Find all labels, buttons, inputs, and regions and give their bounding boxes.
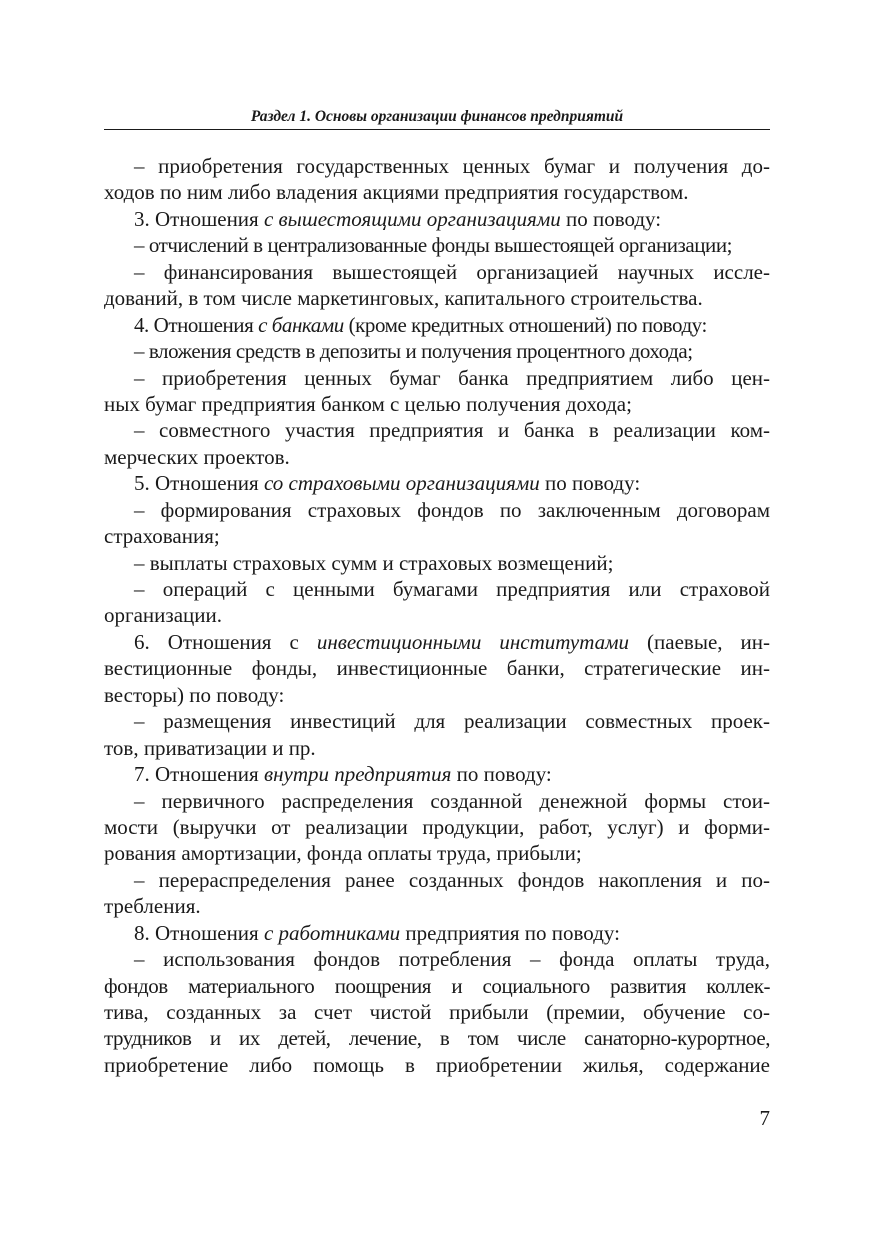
emphasis: с банками	[258, 312, 344, 337]
text-line: вестиционные фонды, инвестиционные банки, стратегические ин-	[104, 656, 770, 681]
text-line: – первичного распределения созданной денежной формы стои-	[134, 788, 770, 813]
text-line: тива, созданных за счет чистой прибыли (премии, обучение со-	[104, 1000, 770, 1024]
text-line: – приобретения ценных бумаг банка предприятием либо цен-	[134, 365, 770, 390]
text-line: 5. Отношения со страховыми организациями по поводу:	[134, 471, 641, 496]
text-line: – отчислений в централизованные фонды вышестоящей организации;	[134, 233, 733, 258]
body-text	[104, 153, 770, 1078]
text-line: 7. Отношения внутри предприятия по поводу:	[134, 762, 552, 787]
text-line: ходов по ним либо владения акциями предприятия государством.	[104, 180, 689, 205]
text-line: 4. Отношения с банками (кроме кредитных отношений) по поводу:	[134, 312, 707, 337]
text-line: – размещения инвестиций для реализации совместных проек-	[134, 709, 770, 734]
running-header-title: Раздел 1. Основы организации финансов предприятий	[250, 108, 624, 125]
text-line: – перераспределения ранее созданных фондов накопления и по-	[134, 867, 770, 892]
text-line: организации.	[104, 603, 222, 628]
text-line: – финансирования вышестоящей организацией научных иссле-	[134, 259, 770, 284]
text-line: весторы) по поводу:	[104, 682, 285, 707]
text-line: 6. Отношения с инвестиционными институтами (паевые, ин-	[134, 629, 770, 654]
text-line: дований, в том числе маркетинговых, капитального строительства.	[104, 286, 703, 311]
text-line: – совместного участия предприятия и банка в реализации ком-	[134, 418, 770, 443]
text-line: – вложения средств в депозиты и получения процентного дохода;	[134, 339, 693, 364]
text-line: – выплаты страховых сумм и страховых возмещений;	[134, 550, 614, 575]
emphasis: инвестиционными институтами	[316, 629, 630, 654]
header-rule	[104, 129, 770, 130]
emphasis: с вышестоящими организациями	[263, 206, 561, 231]
text-line: трудников и их детей, лечение, в том числе санаторно-курортное,	[104, 1026, 770, 1051]
text-line: – формирования страховых фондов по заключенным договорам	[134, 497, 770, 522]
text-line: – операций с ценными бумагами предприятия или страховой	[134, 577, 770, 601]
text-line: приобретение либо помощь в приобретении жилья, содержание	[104, 1052, 770, 1077]
text-line: ных бумаг предприятия банком с целью получения дохода;	[104, 391, 632, 416]
text-line: – приобретения государственных ценных бумаг и получения до-	[134, 154, 770, 178]
emphasis: внутри предприятия	[263, 762, 452, 787]
text-line: требления.	[104, 894, 201, 919]
text-line: мерческих проектов.	[104, 444, 290, 469]
text-line: 3. Отношения с вышестоящими организациями по поводу:	[134, 206, 662, 231]
text-line: мости (выручки от реализации продукции, работ, услуг) и форми-	[104, 814, 770, 839]
text-line: тов, приватизации и пр.	[104, 735, 316, 760]
text-line: 8. Отношения с работниками предприятия по поводу:	[134, 920, 620, 945]
emphasis: с работниками	[263, 920, 401, 945]
text-line: рования амортизации, фонда оплаты труда, прибыли;	[104, 841, 582, 866]
text-line: – использования фондов потребления – фонда оплаты труда,	[134, 947, 770, 972]
text-line: страхования;	[104, 524, 220, 549]
emphasis: со страховыми организациями	[263, 471, 540, 496]
text-line: фондов материального поощрения и социального развития коллек-	[104, 973, 770, 998]
page-number: 7	[759, 1106, 770, 1130]
